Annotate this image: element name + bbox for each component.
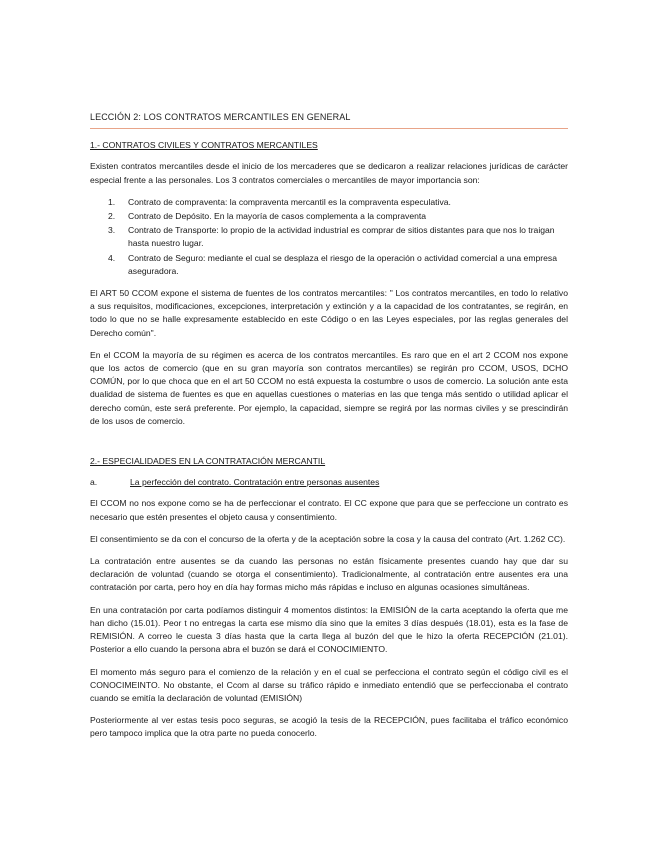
list-item [90, 196, 568, 209]
section-2-paragraph-1: El CCOM no nos expone como se ha de perfeccionar el contrato. El CC expone que para que se perfeccione un contrato es necesario que estén presentes el objeto causa y consentimiento. [90, 498, 568, 522]
list-item [90, 224, 568, 250]
list-item-number: 4. [108, 252, 116, 263]
section-2-paragraph-6: Posteriormente al ver estas tesis poco seguras, se acogió la tesis de la RECEPCIÓN, pues facilitaba el tráfico económico pero tampoco implica que la otra parte no pueda conocerlo. [90, 715, 568, 739]
list-item-text: Contrato de Seguro: mediante el cual se desplaza el riesgo de la operación o actividad comercial a una empresa aseguradora. [128, 252, 557, 276]
document-title: LECCIÓN 2: LOS CONTRATOS MERCANTILES EN GENERAL [90, 111, 568, 129]
list-item-text: Contrato de compraventa: la compraventa mercantil es la compraventa especulativa. [128, 196, 451, 207]
section-2-paragraph-5: El momento más seguro para el comienzo de la relación y en el cual se perfecciona el contrato según el código civil es el CONOCIMEINTO. No obstante, el Ccom al darse su tráfico rápido e inmediato entendió que se perfeccionaba el contrato cuando se emitía la declaración de voluntad (EMISIÓN) [90, 666, 568, 703]
section-1-intro: Existen contratos mercantiles desde el inicio de los mercaderes que se dedicaron a realizar relaciones jurídicas de carácter especial frente a las personales. Los 3 contratos comerciales o mercantiles de mayor importancia son: [90, 161, 568, 185]
section-1-heading [90, 139, 568, 152]
section-2-paragraph-2: El consentimiento se da con el concurso de la oferta y de la aceptación sobre la cosa y la causa del contrato (Art. 1.262 CC). [90, 533, 566, 544]
contract-types-list [90, 196, 568, 278]
list-item-number: 2. [108, 211, 116, 222]
list-item-number: 3. [108, 225, 116, 236]
list-item-number: 1. [108, 196, 116, 207]
section-spacer [90, 437, 568, 455]
section-2-heading-text: 2.- ESPECIALIDADES EN LA CONTRATACIÓN MERCANTIL [90, 456, 326, 467]
list-item-text: Contrato de Transporte: lo propio de la actividad industrial es comprar de sitios distantes para que nos lo traigan hasta nuestro lugar. [128, 225, 555, 249]
section-2-paragraph-3: La contratación entre ausentes se da cuando las personas no están físicamente presentes cuando hay que dar su declaración de voluntad (cuando se otorga el consentimiento). Tradicionalmente, al contratación entre ausentes era una contratación por carta, pero hoy en día hay formas micho más rápidas e incluso en algunas ocasiones simultáneas. [90, 556, 568, 593]
section-2-paragraph-4: En una contratación por carta podíamos distinguir 4 momentos distintos: la EMISIÓN de la carta aceptando la oferta que me han dicho (15.01). Peor t no entregas la carta ese mismo día sino que la emites 3 días después (18.01), esta es la fase de REMISIÓN. A correo le cuesta 3 días hasta que la carta llega al buzón del que le hizo la oferta RECEPCIÓN (21.01). Posterior a ello cuando la persona abra el buzón se dará el CONOCIMIENTO. [90, 604, 568, 655]
subsection-title: La perfección del contrato. Contratación entre personas ausentes [130, 477, 380, 488]
subsection-letter: a. [90, 477, 98, 488]
section-1-heading-text: 1.- CONTRATOS CIVILES Y CONTRATOS MERCANTILES [90, 140, 318, 151]
list-item [90, 252, 568, 278]
list-item [90, 210, 568, 223]
list-item-text: Contrato de Depósito. En la mayoría de casos complementa a la compraventa [128, 211, 427, 222]
subsection-a-heading [90, 476, 568, 489]
document-content [90, 111, 568, 750]
section-2-heading [90, 455, 568, 468]
section-1-paragraph-ccom: En el CCOM la mayoría de su régimen es acerca de los contratos mercantiles. Es raro que en el art 2 CCOM nos expone que los actos de comercio (que en su gran mayoría son contratos mercantiles) se regirán pro CCOM, USOS, DCHO COMÚN, por lo que choca que en el art 50 CCOM no está expuesta la costumbre o usos de comercio. La solución ante esta dualidad de sistema de fuentes es que en aquellas cuestiones o materias en las que tenga más sentido o utilidad aplicar el derecho común, este será preferente. Por ejemplo, la capacidad, siempre se regirá por las normas civiles y se prescindirán de los usos de comercio. [90, 349, 568, 426]
section-1-paragraph-art50: El ART 50 CCOM expone el sistema de fuentes de los contratos mercantiles: " Los contratos mercantiles, en todo lo relativo a sus requisitos, modificaciones, excepciones, interpretación y extinción y a la capacidad de los contratantes, se regirán, en todo lo que no se halle expresamente establecido en este Código o en las Leyes especiales, por las reglas generales del Derecho común". [90, 288, 568, 338]
